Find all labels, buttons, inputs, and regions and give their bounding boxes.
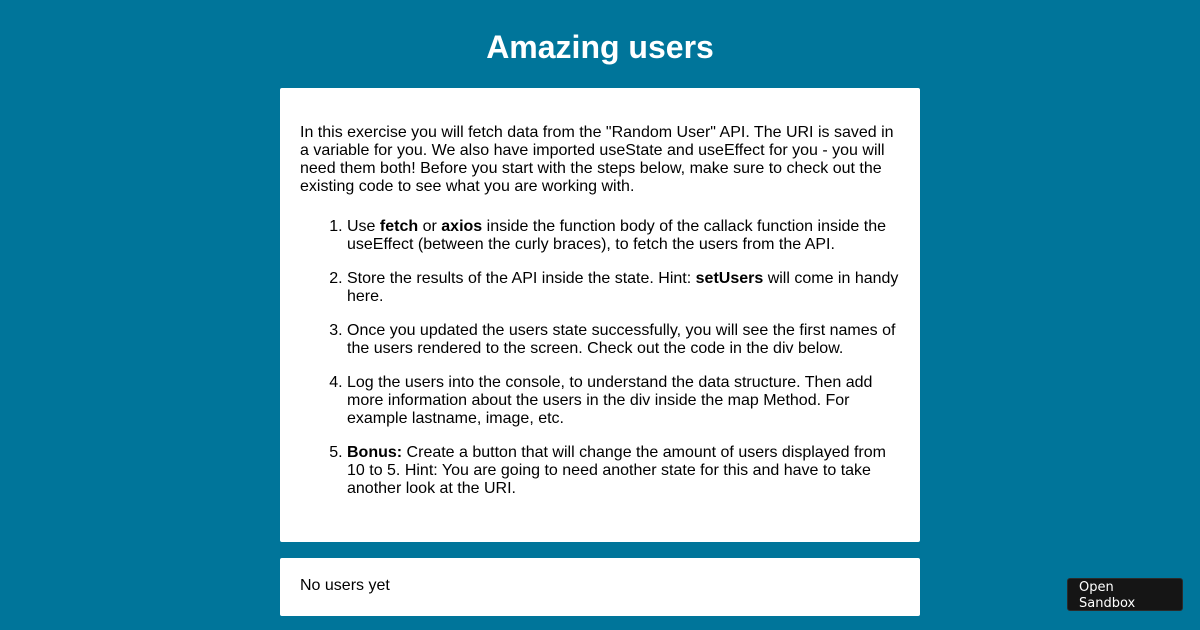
instructions-card	[280, 88, 920, 542]
step-item	[347, 444, 900, 498]
step-item	[347, 270, 900, 306]
step-keyword: setUsers	[695, 270, 764, 287]
step-item	[347, 322, 900, 358]
users-card	[280, 558, 920, 616]
step-text: inside the function body of the callack function inside the useEffect (between the curly braces), to fetch the users from the API.	[347, 218, 886, 253]
intro-text: In this exercise you will fetch data from the "Random User" API. The URI is saved in a variable for you. We also have imported useState and useEffect for you - you will need them both! Before you start with the steps below, make sure to check out the existing code to see what you are working with.	[300, 124, 894, 195]
step-text: Log the users into the console, to understand the data structure. Then add more information about the users in the div inside the map Method. For example lastname, image, etc.	[347, 374, 873, 427]
step-keyword: axios	[441, 218, 483, 235]
step-text: or	[418, 218, 442, 235]
step-text: Use	[347, 218, 380, 235]
step-keyword: fetch	[379, 218, 419, 235]
page-title: Amazing users	[486, 29, 714, 65]
step-text: Create a button that will change the amount of users displayed from 10 to 5. Hint: You are going to need another state for this and have to take another look at the URI.	[347, 444, 886, 497]
step-text: Once you updated the users state successfully, you will see the first names of the users rendered to the screen. Check out the code in the div below.	[347, 322, 896, 357]
bonus-label: Bonus:	[347, 444, 403, 461]
steps-list	[300, 218, 900, 498]
step-text: Store the results of the API inside the state. Hint:	[347, 270, 696, 287]
step-item	[347, 218, 900, 254]
step-text: will come in handy here.	[347, 270, 899, 305]
step-item	[347, 374, 900, 428]
open-sandbox-button[interactable]: Open Sandbox	[1067, 578, 1183, 611]
empty-users-message: No users yet	[300, 577, 390, 594]
